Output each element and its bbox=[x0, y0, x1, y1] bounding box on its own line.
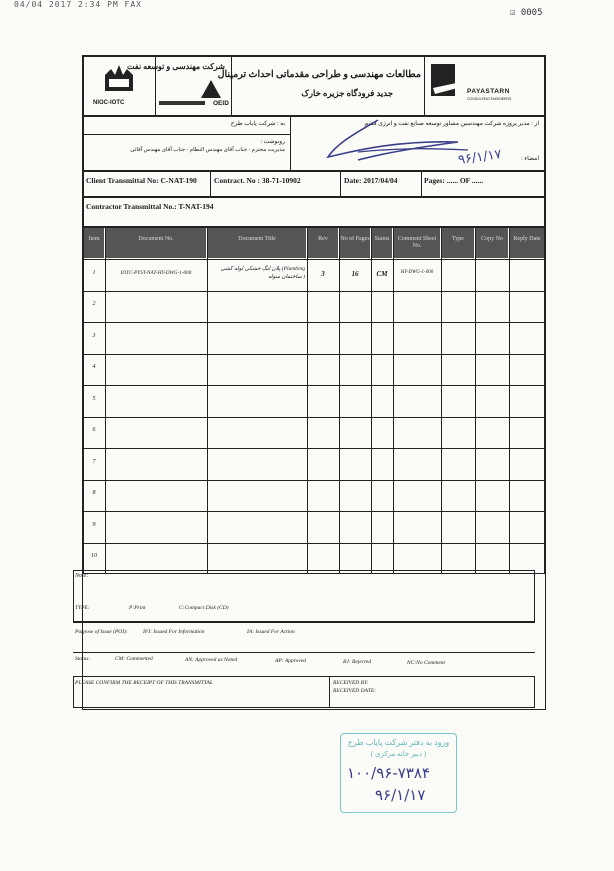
table-row bbox=[83, 385, 545, 417]
stamp-line-2: ( دبیر خانه مرکزی ) bbox=[370, 750, 427, 758]
table-header-label: Reply Date bbox=[513, 236, 541, 242]
row-item-number: 9 bbox=[92, 521, 96, 528]
row-item-number: 4 bbox=[92, 364, 96, 371]
pages-field: Pages: ...... OF ...... bbox=[424, 176, 484, 185]
oeid-label: OEID bbox=[213, 100, 229, 107]
cc-field: مدیریت محترم - جناب آقای مهندس النظام - جناب آقای مهندس آقائی bbox=[130, 147, 285, 153]
row-item-number: 1 bbox=[92, 269, 96, 276]
table-header-label: Status bbox=[374, 236, 390, 242]
project-title: مطالعات مهندسی و طراحی مقدماتی احداث ترمینال bbox=[217, 70, 421, 80]
table-header-label: Rev bbox=[318, 236, 328, 242]
fax-header: 04/04 2017 2:34 PM FAX bbox=[14, 0, 142, 9]
stamp-number: ۱۰۰/۹۶-۷۳۸۴ bbox=[347, 764, 430, 782]
row-item-number: 5 bbox=[92, 395, 96, 402]
purpose-label: Purpose of Issue (POI): bbox=[75, 629, 128, 635]
table-row bbox=[83, 259, 545, 291]
table-row bbox=[83, 354, 545, 386]
status-an: AN: Approved as Noted bbox=[185, 657, 238, 663]
stamp-line-1: ورود به دفتر شرکت پایاب طرح bbox=[347, 738, 450, 747]
payastarn-emblem-icon bbox=[431, 64, 465, 104]
note-label: Note: bbox=[75, 573, 89, 579]
client-transmittal-no: Client Transmittal No: C-NAT-190 bbox=[86, 176, 197, 185]
table-header-cell bbox=[308, 228, 338, 258]
table-header-cell bbox=[510, 228, 544, 258]
table-header-cell bbox=[394, 228, 440, 258]
nioc-label: NIOC-IOTC bbox=[93, 100, 125, 106]
contractor-transmittal-no: Contractor Transmittal No.: T-NAT-194 bbox=[86, 202, 214, 211]
table-header-cell bbox=[106, 228, 206, 258]
table-row bbox=[83, 322, 545, 354]
status-cm: CM: Commented bbox=[115, 656, 153, 662]
received-by: RECEIVED BY: bbox=[333, 680, 369, 686]
status-label: Status: bbox=[75, 656, 91, 662]
status-nc: NC:No Comment bbox=[407, 660, 446, 666]
purpose-ia: IA: Issued For Action bbox=[247, 629, 295, 635]
row-item-number: 10 bbox=[91, 553, 97, 560]
table-header-cell bbox=[84, 228, 104, 258]
to-field: به : شرکت پایاب طرح bbox=[230, 121, 285, 127]
table-row bbox=[83, 291, 545, 323]
confirm-receipt: PLEASE CONFIRM THE RECEIPT OF THIS TRANSMITTAL bbox=[75, 680, 213, 686]
table-header-cell bbox=[476, 228, 508, 258]
table-row bbox=[83, 511, 545, 543]
row-document-title: Plumbing) پلان لنگ خشکی لوله کشی bbox=[220, 266, 305, 272]
payastarn-logo bbox=[431, 64, 465, 104]
page-number: 0005 bbox=[520, 8, 543, 18]
type-cd: C:Compact Disk (CD) bbox=[179, 605, 229, 611]
row-item-number: 6 bbox=[92, 427, 96, 434]
handwritten-date: ۹۶/۱/۱۷ bbox=[457, 147, 503, 168]
fax-page-number bbox=[510, 8, 543, 18]
table-header-label: Document No. bbox=[138, 236, 174, 242]
received-date: RECEIVED DATE: bbox=[333, 688, 377, 694]
table-header-label: Copy No bbox=[481, 236, 503, 242]
table-header-cell bbox=[340, 228, 370, 258]
table-row bbox=[83, 480, 545, 512]
payastarn-subtitle: CONSULTING ENGINEERS bbox=[467, 97, 512, 101]
table-header-label: Type bbox=[452, 236, 464, 242]
payastarn-name: PAYASTARN bbox=[467, 88, 510, 95]
type-label: TYPE: bbox=[75, 605, 90, 611]
purpose-ifi: IFI: Issued For Information bbox=[143, 629, 205, 635]
cc-label: رونوشت : bbox=[260, 139, 285, 145]
table-header-cell bbox=[442, 228, 474, 258]
oeid-persian-name: شرکت مهندسی و توسعه نفت bbox=[127, 62, 225, 71]
table-header-label: Item bbox=[88, 236, 100, 242]
from-field: از : مدیر پروژه شرکت مهندسین مشاور توسعه صنایع نفت و انرژی قشم bbox=[364, 121, 539, 127]
table-header-label: Document Title bbox=[238, 236, 276, 242]
row-item-number: 2 bbox=[92, 301, 96, 308]
table-header-cell bbox=[372, 228, 392, 258]
table-header-label: No of Pages bbox=[340, 236, 370, 242]
row-document-title-cont: ( ساختمان سوله bbox=[268, 274, 305, 280]
receiving-stamp bbox=[340, 733, 457, 813]
table-header-label: Comment Sheet No. bbox=[397, 236, 437, 249]
row-item-number: 3 bbox=[92, 332, 96, 339]
project-subtitle: جدید فرودگاه جزیره خارک bbox=[301, 88, 393, 98]
row-item-number: 7 bbox=[92, 458, 96, 465]
transmittal-date: Date: 2017/04/04 bbox=[344, 176, 398, 185]
row-document-no: IOTC-PYST-NAT-HY-DWG-1-000 bbox=[120, 269, 192, 276]
status-ap: AP: Approved bbox=[275, 658, 307, 664]
contract-no: Contract. No : 38-71-10902 bbox=[214, 176, 301, 185]
status-rj: RJ: Rejected bbox=[343, 659, 371, 665]
table-row bbox=[83, 417, 545, 449]
checkbox-icon: ☑ bbox=[510, 8, 516, 18]
row-item-number: 8 bbox=[92, 490, 96, 497]
table-header-cell bbox=[208, 228, 306, 258]
row-status: CM bbox=[376, 269, 388, 278]
row-page-count: 16 bbox=[351, 269, 359, 278]
table-row bbox=[83, 448, 545, 480]
row-comment-sheet: HY-DWG-1-000 bbox=[400, 269, 434, 275]
stamp-date: ۹۶/۱/۱۷ bbox=[375, 786, 426, 804]
note-box bbox=[73, 570, 535, 622]
type-print: P:Print bbox=[129, 605, 146, 611]
row-revision: 3 bbox=[321, 269, 325, 278]
signature-label: امضاء : bbox=[521, 156, 539, 162]
